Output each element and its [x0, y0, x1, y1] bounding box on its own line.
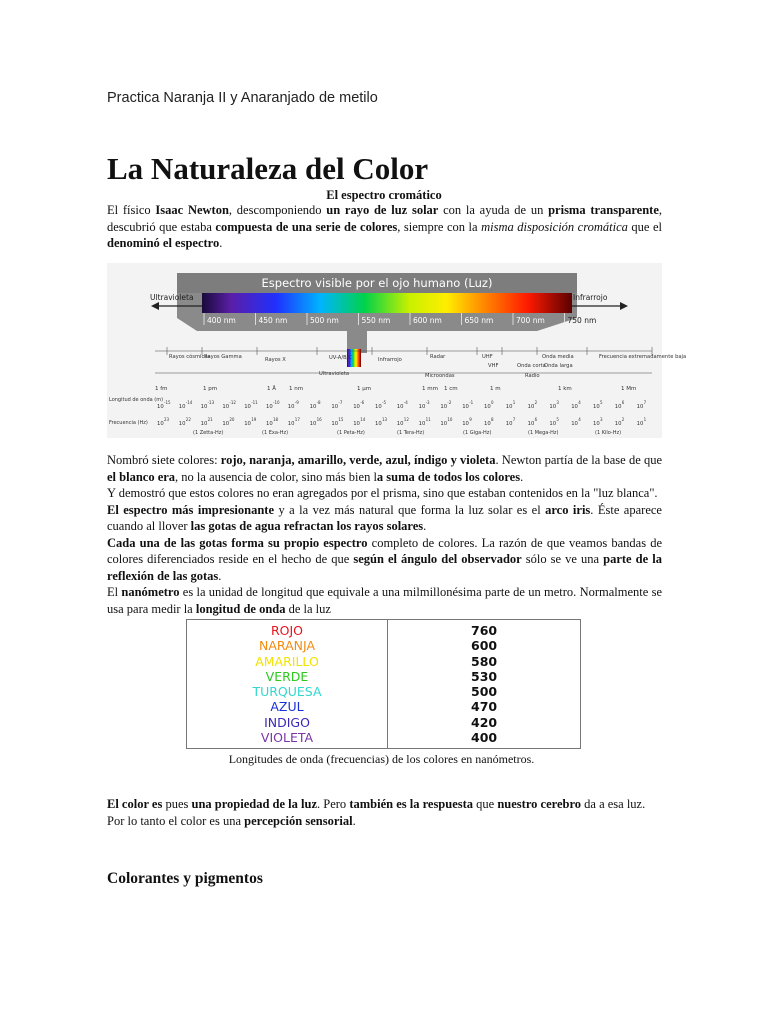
wavelength-exponent: 10: [309, 404, 317, 410]
bold-text: el blanco era: [107, 469, 176, 484]
frequency-exponent: 10: [375, 421, 382, 427]
text-run: . Éste aparece cuando al llover: [107, 502, 662, 533]
wavelength-exponent: 10: [484, 404, 491, 410]
exponent-superscript: 2: [534, 400, 538, 405]
wavelength-exponent: 10: [593, 404, 600, 410]
wavelength-exponent: 10: [527, 404, 535, 410]
text-run: , descomponiendo: [228, 203, 327, 217]
wavelength-exponent: 10: [636, 404, 644, 410]
frequency-unit: (1 Tera-Hz): [397, 430, 425, 436]
exponent-superscript: -3: [425, 400, 430, 405]
bold-text: arco iris: [545, 502, 591, 517]
frequency-exponent: 10: [549, 421, 557, 427]
wavelength-exponent: 10: [222, 404, 230, 410]
wavelength-exponent: 10: [266, 404, 273, 410]
wavelength-exponent: 10: [462, 404, 469, 410]
nm-label: 600 nm: [413, 316, 442, 325]
exponent-superscript: -8: [316, 400, 321, 405]
bold-text: las gotas de agua refractan los rayos solares: [190, 519, 424, 533]
bold-text: longitud de onda: [195, 601, 286, 616]
nm-label: 700 nm: [516, 316, 545, 325]
color-name-rojo: ROJO: [270, 623, 304, 638]
exponent-superscript: 5: [556, 417, 559, 422]
spectrum-title: Espectro visible por el ojo humano (Luz): [261, 276, 493, 290]
wavelength-exponent: 10: [178, 404, 186, 410]
frequency-unit: (1 Kilo-Hz): [595, 430, 622, 436]
infrared-label: Infrarrojo: [573, 293, 608, 302]
frequency-unit: (1 Peta-Hz): [337, 430, 365, 436]
exponent-superscript: 15: [338, 417, 344, 422]
exponent-superscript: 19: [251, 417, 257, 422]
wavelength-value: 420: [471, 714, 498, 730]
nm-label: 650 nm: [464, 316, 494, 325]
wavelength-value: 400: [471, 730, 498, 746]
wavelength-values-column: [388, 620, 581, 749]
band-label: Infrarrojo: [378, 357, 402, 363]
frequency-exponent: 10: [353, 421, 360, 427]
section-heading-colorants: Colorantes y pigmentos: [107, 870, 263, 887]
frequency-exponent: 10: [418, 421, 426, 427]
band-label: Radio: [525, 373, 540, 379]
wavelength-row-label: Longitud de onda (m): [109, 397, 164, 403]
text-run: completo de colores. La razón de que veamos bandas de colores diferenciados reside en el hecho de que: [107, 535, 662, 566]
wavelength-value: 500: [471, 684, 498, 700]
color-name-violeta: VIOLETA: [260, 730, 314, 746]
exponent-superscript: 10: [447, 417, 453, 422]
wavelength-exponent: 10: [614, 404, 622, 410]
wavelength-tick: 1 mm: [422, 386, 438, 392]
paragraph-newton: [107, 202, 662, 252]
page-title: La Naturaleza del Color: [107, 151, 429, 186]
exponent-superscript: 0: [491, 400, 494, 405]
exponent-superscript: -4: [403, 400, 408, 405]
paragraph-color-perception: [107, 796, 662, 829]
band-label: Microondas: [425, 373, 455, 379]
band-label: Frecuencia extremadamente baja: [599, 354, 687, 360]
wavelength-exponent: 10: [331, 404, 339, 410]
text-run: da a esa luz.: [581, 797, 646, 811]
wavelength-exponent: 10: [244, 404, 251, 410]
bold-text: Isaac Newton: [155, 203, 229, 217]
frequency-exponent: 10: [505, 421, 513, 427]
wavelength-exponent: 10: [200, 404, 208, 410]
exponent-superscript: -12: [229, 400, 236, 405]
wavelength-exponent: 10: [505, 404, 513, 410]
nm-label: 750 nm: [567, 316, 597, 325]
bold-text: nanómetro: [121, 585, 180, 599]
nm-label: 500 nm: [310, 316, 339, 325]
frequency-exponent: 10: [636, 421, 644, 427]
color-name-azul: AZUL: [270, 699, 304, 715]
text-run: .: [520, 469, 524, 484]
exponent-superscript: 2: [621, 417, 625, 422]
wavelength-tick: 1 cm: [444, 386, 458, 392]
exponent-superscript: -7: [338, 400, 343, 405]
wavelength-exponent: 10: [287, 404, 295, 410]
wavelength-exponent: 10: [396, 404, 404, 410]
exponent-superscript: 22: [185, 417, 191, 422]
text-run: , no la ausencia de color, sino más bien l: [175, 469, 377, 484]
nm-label: 550 nm: [361, 316, 391, 325]
frequency-exponent: 10: [462, 421, 469, 427]
band-label: VHF: [488, 363, 499, 369]
frequency-exponent: 10: [614, 421, 622, 427]
bold-text: percepción sensorial: [244, 813, 353, 828]
exponent-superscript: -15: [164, 400, 171, 405]
wavelength-tick: 1 m: [490, 386, 501, 392]
text-run: es la unidad de longitud que equivale a una milmillonésima parte de un metro. Normalmente se usa para medir la: [107, 585, 662, 616]
frequency-exponent: 10: [222, 421, 230, 427]
exponent-superscript: 21: [207, 417, 213, 422]
italic-text: misma disposición cromática: [481, 219, 628, 234]
wavelength-tick: 1 fm: [155, 386, 168, 392]
text-run: .: [423, 519, 427, 533]
frequency-exponent: 10: [571, 421, 578, 427]
nm-label: 400 nm: [207, 316, 236, 325]
section-subtitle: El espectro cromático: [326, 188, 442, 202]
exponent-superscript: -9: [294, 400, 299, 405]
text-run: pues: [162, 797, 192, 811]
exponent-superscript: 4: [578, 417, 581, 422]
spectrum-diagram: [107, 263, 687, 438]
table-caption: Longitudes de onda (frecuencias) de los colores en nanómetros.: [228, 752, 535, 766]
nm-label: 450 nm: [258, 316, 288, 325]
band-label: Onda larga: [544, 363, 573, 369]
exponent-superscript: -2: [447, 400, 452, 405]
text-run: que: [473, 797, 498, 811]
bold-text: denominó el espectro: [107, 236, 220, 250]
spectrum-figure: [107, 263, 687, 438]
exponent-superscript: 9: [469, 417, 472, 422]
color-names-column: [187, 620, 388, 749]
exponent-superscript: -6: [360, 400, 365, 405]
text-run: Por lo tanto el color es una: [107, 813, 245, 828]
wavelength-tick: 1 pm: [203, 386, 218, 392]
document-header: Practica Naranja II y Anaranjado de metilo: [107, 90, 378, 106]
bold-text: Cada una de las gotas forma su propio espectro: [107, 535, 368, 550]
text-run: . Pero: [317, 797, 350, 811]
wavelength-exponent: 10: [440, 404, 448, 410]
bold-text: una propiedad de la luz: [191, 797, 318, 811]
band-label: Ultravioleta: [319, 371, 350, 377]
text-run: . Newton partía de la base de que: [495, 453, 662, 467]
text-run: Y demostró que estos colores no eran agregados por el prisma, sino que estaban contenidos en la "luz blanca".: [107, 486, 658, 500]
bold-text: nuestro cerebro: [497, 797, 582, 811]
band-label: Rayos cósmicos: [169, 354, 211, 360]
exponent-superscript: 5: [600, 400, 603, 405]
frequency-exponent: 10: [200, 421, 208, 427]
wavelength-tick: 1 Mm: [621, 386, 637, 392]
frequency-exponent: 10: [396, 421, 404, 427]
bold-text: compuesta de una serie de colores: [215, 219, 398, 234]
exponent-superscript: -14: [185, 400, 193, 405]
band-label: Onda corta: [517, 363, 546, 369]
text-run: Nombró siete colores:: [107, 453, 221, 467]
frequency-unit: (1 Mega-Hz): [528, 430, 559, 436]
frequency-exponent: 10: [593, 421, 600, 427]
text-run: , descubrió que estaba: [107, 203, 662, 234]
bold-text: rojo, naranja, amarillo, verde, azul, índigo y violeta: [220, 453, 496, 467]
frequency-exponent: 10: [287, 421, 295, 427]
exponent-superscript: 3: [556, 400, 559, 405]
exponent-superscript: 16: [316, 417, 322, 422]
text-run: con la ayuda de un: [438, 203, 549, 217]
text-run: de la luz: [285, 601, 331, 616]
exponent-superscript: 3: [600, 417, 603, 422]
frequency-unit: (1 Zetta-Hz): [193, 430, 224, 436]
bold-text: El espectro más impresionante: [107, 502, 275, 517]
wavelength-value: 760: [471, 623, 498, 638]
band-label: UHF: [482, 354, 493, 360]
band-label: Radar: [430, 354, 446, 360]
text-run: El: [107, 585, 122, 599]
wavelength-tick: 1 km: [558, 386, 572, 392]
color-name-naranja: NARANJA: [259, 638, 315, 654]
frequency-exponent: 10: [309, 421, 317, 427]
wavelength-tick: 1 Å: [267, 386, 277, 392]
wavelength-exponent: 10: [549, 404, 557, 410]
exponent-superscript: -10: [273, 400, 280, 405]
exponent-superscript: 8: [491, 417, 494, 422]
exponent-superscript: -13: [207, 400, 215, 405]
frequency-exponent: 10: [484, 421, 491, 427]
wavelength-value: 470: [471, 699, 498, 715]
wavelength-value: 600: [471, 638, 498, 654]
wavelength-value: 530: [471, 668, 498, 684]
ultraviolet-label: Ultravioleta: [150, 293, 194, 302]
wavelength-exponent: 10: [571, 404, 578, 410]
text-run: .: [219, 236, 223, 250]
text-run: El físico: [107, 203, 156, 217]
exponent-superscript: 1: [643, 417, 647, 422]
exponent-superscript: -11: [251, 400, 258, 405]
text-run: .: [218, 568, 222, 583]
wavelength-exponent: 10: [375, 404, 382, 410]
frequency-exponent: 10: [331, 421, 339, 427]
wavelength-exponent: 10: [353, 404, 360, 410]
exponent-superscript: 1: [512, 400, 516, 405]
frequency-exponent: 10: [157, 421, 164, 427]
exponent-superscript: 23: [164, 417, 170, 422]
frequency-exponent: 10: [178, 421, 186, 427]
text-run: sólo se ve una: [521, 552, 604, 566]
exponent-superscript: 7: [512, 417, 516, 422]
band-label: Rayos X: [265, 357, 286, 363]
wavelength-exponent: 10: [157, 404, 164, 410]
bold-text: prisma transparente: [548, 203, 659, 217]
exponent-superscript: -1: [469, 400, 474, 405]
wavelength-tick: 1 µm: [357, 386, 372, 392]
exponent-superscript: 12: [403, 417, 409, 422]
wavelength-exponent: 10: [418, 404, 426, 410]
band-label: UV-A/B/C: [329, 355, 353, 361]
exponent-superscript: 6: [621, 400, 625, 405]
text-run: que el: [627, 219, 662, 234]
frequency-unit: (1 Giga-Hz): [463, 430, 492, 436]
exponent-superscript: 11: [425, 417, 431, 422]
exponent-superscript: 18: [273, 417, 279, 422]
wavelength-table: [186, 619, 581, 749]
bold-text: a suma de todos los colores: [376, 469, 521, 484]
text-run: y a la vez más natural que forma la luz solar es el: [274, 502, 546, 517]
text-run: , siempre con la: [397, 219, 482, 234]
wavelength-value: 580: [471, 653, 498, 669]
exponent-superscript: 7: [643, 400, 647, 405]
bold-text: un rayo de luz solar: [326, 203, 439, 217]
exponent-superscript: 17: [294, 417, 300, 422]
frequency-exponent: 10: [244, 421, 251, 427]
text-run: .: [352, 813, 356, 828]
exponent-superscript: 20: [229, 417, 235, 422]
exponent-superscript: 13: [382, 417, 388, 422]
color-name-turquesa: TURQUESA: [252, 684, 322, 700]
frequency-unit: (1 Exa-Hz): [262, 430, 289, 436]
band-label: Rayos Gamma: [204, 354, 242, 360]
exponent-superscript: 6: [534, 417, 538, 422]
exponent-superscript: 14: [360, 417, 366, 422]
paragraph-seven-colors: [107, 452, 662, 617]
frequency-exponent: 10: [527, 421, 535, 427]
frequency-row-label: Frecuencia (Hz): [109, 420, 148, 426]
color-name-indigo: INDIGO: [264, 714, 310, 730]
bold-text: parte de la reflexión de las gotas: [107, 552, 662, 583]
frequency-exponent: 10: [266, 421, 273, 427]
band-label: Onda media: [542, 354, 574, 360]
wavelength-tick: 1 nm: [289, 386, 304, 392]
color-name-verde: VERDE: [265, 668, 309, 684]
bold-text: según el ángulo del observador: [353, 552, 522, 566]
exponent-superscript: -5: [382, 400, 386, 405]
exponent-superscript: 4: [578, 400, 581, 405]
bold-text: también es la respuesta: [349, 797, 474, 811]
color-name-amarillo: AMARILLO: [255, 653, 319, 669]
frequency-exponent: 10: [440, 421, 448, 427]
bold-text: El color es: [107, 797, 163, 811]
